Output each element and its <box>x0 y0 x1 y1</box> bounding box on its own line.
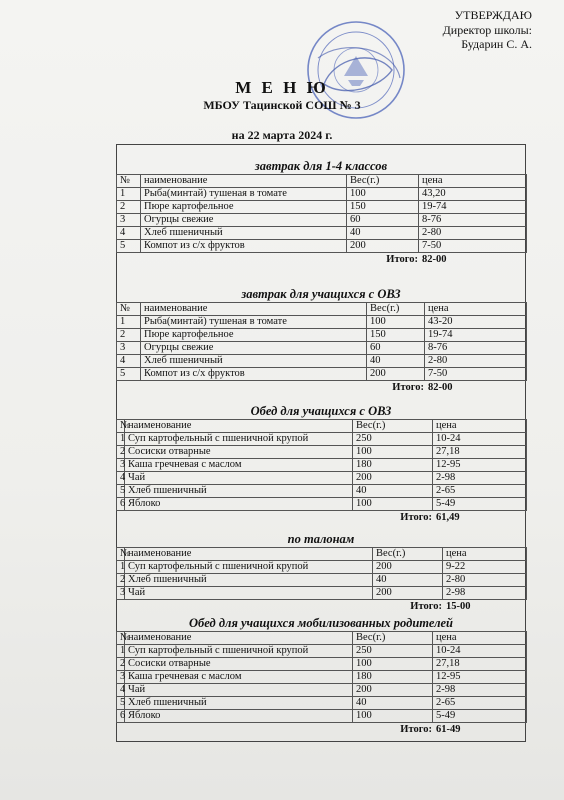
row-number: 2 <box>117 329 141 342</box>
dish-price: 2-98 <box>433 684 527 697</box>
dish-weight: 60 <box>367 342 425 355</box>
row-number: 3 <box>117 671 125 684</box>
table-row <box>117 587 527 600</box>
dish-name: Рыба(минтай) тушеная в томате <box>141 316 367 329</box>
table-row <box>117 355 527 368</box>
menu-section-4 <box>116 531 526 614</box>
row-number: 6 <box>117 498 125 511</box>
column-header: Вес(г.) <box>353 632 433 645</box>
dish-price: 9-22 <box>443 561 527 574</box>
table-row <box>117 329 527 342</box>
menu-section-2 <box>116 286 526 395</box>
row-number: 1 <box>117 433 125 446</box>
table-row <box>117 498 527 511</box>
column-header: Вес(г.) <box>353 420 433 433</box>
dish-weight: 40 <box>353 485 433 498</box>
table-row <box>117 710 527 723</box>
column-header: цена <box>419 175 527 188</box>
column-header: цена <box>433 632 527 645</box>
total-value: 82-00 <box>428 382 453 393</box>
dish-name: Чай <box>125 587 373 600</box>
dish-price: 19-74 <box>419 201 527 214</box>
dish-weight: 100 <box>367 316 425 329</box>
dish-name: Чай <box>125 684 353 697</box>
table-row <box>117 342 527 355</box>
dish-name: Огурцы свежие <box>141 214 347 227</box>
dish-name: Хлеб пшеничный <box>125 485 353 498</box>
table-row <box>117 684 527 697</box>
menu-table <box>116 547 527 600</box>
total-value: 15-00 <box>446 601 471 612</box>
dish-price: 19-74 <box>425 329 527 342</box>
section-total <box>116 381 526 395</box>
approval-line-1: УТВЕРЖДАЮ <box>454 8 532 22</box>
dish-name: Суп картофельный с пшеничной крупой <box>125 645 353 658</box>
approval-line-2: Директор школы: <box>442 22 532 37</box>
menu-date: на 22 марта 2024 г. <box>231 128 333 142</box>
dish-weight: 40 <box>373 574 443 587</box>
row-number: 3 <box>117 587 125 600</box>
dish-price: 5-49 <box>433 498 527 511</box>
table-row <box>117 561 527 574</box>
dish-name: Пюре картофельное <box>141 201 347 214</box>
dish-name: Чай <box>125 472 353 485</box>
dish-weight: 40 <box>353 697 433 710</box>
table-header-row <box>117 632 527 645</box>
dish-price: 2-65 <box>433 697 527 710</box>
column-header: № <box>117 420 125 433</box>
section-title: завтрак для 1-4 классов <box>254 159 388 173</box>
total-value: 61,49 <box>436 512 460 523</box>
section-total <box>116 723 526 737</box>
column-header: № <box>117 175 141 188</box>
table-header-row <box>117 303 527 316</box>
section-title: завтрак для учащихся с ОВЗ <box>241 287 401 301</box>
table-row <box>117 214 527 227</box>
dish-weight: 250 <box>353 645 433 658</box>
total-label: Итого: <box>392 382 424 393</box>
section-total <box>116 511 526 525</box>
table-row <box>117 227 527 240</box>
table-header-row <box>117 548 527 561</box>
dish-price: 10-24 <box>433 433 527 446</box>
dish-price: 7-50 <box>425 368 527 381</box>
dish-price: 5-49 <box>433 710 527 723</box>
dish-name: Хлеб пшеничный <box>125 574 373 587</box>
table-row <box>117 316 527 329</box>
column-header: наименование <box>141 175 347 188</box>
column-header: наименование <box>125 548 373 561</box>
dish-weight: 60 <box>347 214 419 227</box>
dish-price: 2-98 <box>433 472 527 485</box>
dish-price: 12-95 <box>433 459 527 472</box>
dish-name: Яблоко <box>125 710 353 723</box>
dish-weight: 40 <box>367 355 425 368</box>
total-label: Итого: <box>400 512 432 523</box>
dish-price: 2-65 <box>433 485 527 498</box>
menu-table <box>116 419 527 511</box>
menu-section-3 <box>116 403 526 525</box>
column-header: Вес(г.) <box>347 175 419 188</box>
table-row <box>117 188 527 201</box>
row-number: 6 <box>117 710 125 723</box>
dish-price: 27,18 <box>433 446 527 459</box>
dish-name: Огурцы свежие <box>141 342 367 355</box>
column-header: Вес(г.) <box>367 303 425 316</box>
table-header-row <box>117 420 527 433</box>
column-header: Вес(г.) <box>373 548 443 561</box>
dish-price: 43,20 <box>419 188 527 201</box>
dish-price: 2-80 <box>425 355 527 368</box>
table-row <box>117 433 527 446</box>
dish-name: Хлеб пшеничный <box>125 697 353 710</box>
dish-name: Компот из с/х фруктов <box>141 368 367 381</box>
row-number: 4 <box>117 227 141 240</box>
dish-price: 2-80 <box>419 227 527 240</box>
table-header-row <box>117 175 527 188</box>
dish-weight: 180 <box>353 671 433 684</box>
section-title: Обед для учащихся с ОВЗ <box>250 404 392 418</box>
row-number: 5 <box>117 368 141 381</box>
dish-price: 8-76 <box>425 342 527 355</box>
dish-weight: 200 <box>367 368 425 381</box>
row-number: 2 <box>117 574 125 587</box>
dish-weight: 100 <box>353 658 433 671</box>
column-header: цена <box>425 303 527 316</box>
table-row <box>117 472 527 485</box>
row-number: 4 <box>117 684 125 697</box>
total-label: Итого: <box>386 254 418 265</box>
dish-name: Рыба(минтай) тушеная в томате <box>141 188 347 201</box>
menu-table <box>116 174 527 253</box>
row-number: 5 <box>117 485 125 498</box>
dish-weight: 250 <box>353 433 433 446</box>
table-row <box>117 645 527 658</box>
total-value: 61-49 <box>436 724 461 735</box>
approval-line-3: Бударин С. А. <box>461 37 532 51</box>
table-row <box>117 459 527 472</box>
dish-price: 27,18 <box>433 658 527 671</box>
row-number: 3 <box>117 459 125 472</box>
dish-name: Суп картофельный с пшеничной крупой <box>125 561 373 574</box>
total-value: 82-00 <box>422 254 447 265</box>
column-header: № <box>117 303 141 316</box>
approval-block <box>443 8 532 52</box>
dish-name: Хлеб пшеничный <box>141 227 347 240</box>
row-number: 4 <box>117 472 125 485</box>
section-title: по талонам <box>287 532 355 546</box>
table-row <box>117 658 527 671</box>
dish-weight: 180 <box>353 459 433 472</box>
dish-weight: 200 <box>373 587 443 600</box>
column-header: наименование <box>125 632 353 645</box>
dish-weight: 40 <box>347 227 419 240</box>
table-row <box>117 697 527 710</box>
table-row <box>117 671 527 684</box>
dish-name: Каша гречневая с маслом <box>125 671 353 684</box>
dish-name: Каша гречневая с маслом <box>125 459 353 472</box>
row-number: 1 <box>117 645 125 658</box>
row-number: 1 <box>117 188 141 201</box>
row-number: 4 <box>117 355 141 368</box>
dish-weight: 150 <box>367 329 425 342</box>
dish-price: 43-20 <box>425 316 527 329</box>
column-header: цена <box>443 548 527 561</box>
dish-price: 2-80 <box>443 574 527 587</box>
table-row <box>117 240 527 253</box>
column-header: № <box>117 632 125 645</box>
column-header: наименование <box>141 303 367 316</box>
dish-name: Компот из с/х фруктов <box>141 240 347 253</box>
row-number: 2 <box>117 658 125 671</box>
dish-price: 7-50 <box>419 240 527 253</box>
school-name: МБОУ Тацинской СОШ № 3 <box>203 98 361 112</box>
dish-price: 8-76 <box>419 214 527 227</box>
row-number: 5 <box>117 697 125 710</box>
menu-table <box>116 302 527 381</box>
section-total <box>116 600 526 614</box>
dish-name: Сосиски отварные <box>125 658 353 671</box>
column-header: цена <box>433 420 527 433</box>
dish-weight: 200 <box>353 684 433 697</box>
total-label: Итого: <box>400 724 432 735</box>
dish-weight: 100 <box>353 446 433 459</box>
row-number: 1 <box>117 316 141 329</box>
column-header: наименование <box>125 420 353 433</box>
row-number: 2 <box>117 201 141 214</box>
dish-price: 12-95 <box>433 671 527 684</box>
menu-section-1 <box>116 158 526 267</box>
row-number: 1 <box>117 561 125 574</box>
table-row <box>117 574 527 587</box>
dish-weight: 150 <box>347 201 419 214</box>
dish-weight: 100 <box>353 498 433 511</box>
table-row <box>117 485 527 498</box>
row-number: 3 <box>117 214 141 227</box>
dish-name: Суп картофельный с пшеничной крупой <box>125 433 353 446</box>
dish-price: 10-24 <box>433 645 527 658</box>
section-total <box>116 253 526 267</box>
menu-table <box>116 631 527 723</box>
dish-name: Хлеб пшеничный <box>141 355 367 368</box>
column-header: № <box>117 548 125 561</box>
table-row <box>117 368 527 381</box>
dish-weight: 200 <box>353 472 433 485</box>
dish-weight: 200 <box>347 240 419 253</box>
row-number: 2 <box>117 446 125 459</box>
dish-name: Пюре картофельное <box>141 329 367 342</box>
dish-price: 2-98 <box>443 587 527 600</box>
table-row <box>117 201 527 214</box>
row-number: 5 <box>117 240 141 253</box>
total-label: Итого: <box>410 601 442 612</box>
dish-weight: 100 <box>347 188 419 201</box>
dish-weight: 200 <box>373 561 443 574</box>
menu-section-5 <box>116 615 526 737</box>
menu-title: М Е Н Ю <box>235 78 329 97</box>
table-row <box>117 446 527 459</box>
dish-name: Сосиски отварные <box>125 446 353 459</box>
dish-name: Яблоко <box>125 498 353 511</box>
dish-weight: 100 <box>353 710 433 723</box>
section-title: Обед для учащихся мобилизованных родителей <box>189 616 453 630</box>
row-number: 3 <box>117 342 141 355</box>
